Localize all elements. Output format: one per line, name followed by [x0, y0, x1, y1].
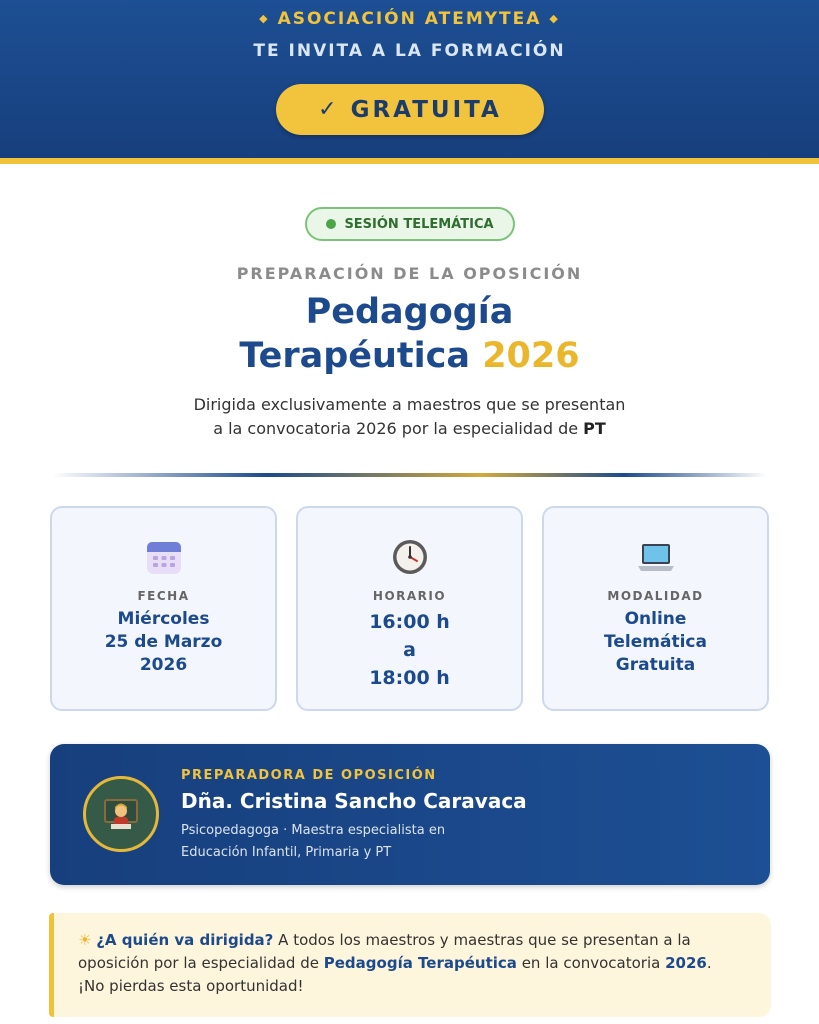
course-title-line2 — [0, 334, 819, 378]
association-name — [0, 9, 819, 29]
audience-text3: . — [706, 954, 712, 972]
date-card — [50, 506, 277, 711]
diamond-icon: ◆ — [259, 12, 270, 25]
mode-label: MODALIDAD — [607, 589, 704, 603]
avatar — [83, 776, 159, 852]
course-desc-specialty: PT — [583, 419, 606, 438]
free-badge-button[interactable] — [276, 84, 544, 135]
mode-card — [542, 506, 769, 711]
trainer-bio — [181, 820, 445, 864]
trainer-role: PREPARADORA DE OPOSICIÓN — [181, 768, 437, 783]
time-end: 18:00 h — [369, 667, 450, 689]
time-label: HORARIO — [372, 589, 447, 603]
mode-free: Gratuita — [615, 655, 696, 675]
date-day-month: 25 de Marzo — [104, 632, 223, 652]
audience-callout — [49, 913, 771, 1017]
time-value — [298, 608, 521, 692]
sun-icon: ☀ — [78, 931, 92, 949]
laptop-icon — [544, 538, 767, 578]
course-desc-line2 — [0, 417, 819, 441]
section-divider — [52, 473, 767, 477]
mode-telematic: Telemática — [604, 632, 707, 652]
course-title-line1: Pedagogía — [305, 292, 514, 332]
date-year: 2026 — [139, 655, 188, 675]
date-label: FECHA — [137, 589, 190, 603]
session-badge — [305, 207, 515, 241]
header-banner — [0, 0, 819, 158]
invite-text: TE INVITA A LA FORMACIÓN — [253, 41, 566, 61]
course-desc-line2-text: a la convocatoria 2026 por la especialidad de — [213, 419, 579, 438]
session-badge-label: SESIÓN TELEMÁTICA — [344, 216, 494, 232]
audience-text2: en la convocatoria — [521, 954, 661, 972]
trainer-name: Dña. Cristina Sancho Caravaca — [181, 789, 527, 813]
course-description — [0, 393, 819, 441]
audience-closing: ¡No pierdas esta oportunidad! — [78, 977, 304, 995]
course-prep-heading: PREPARACIÓN DE LA OPOSICIÓN — [236, 264, 583, 283]
date-value — [52, 608, 275, 677]
association-label: ASOCIACIÓN ATEMYTEA — [277, 9, 542, 29]
course-title-year: 2026 — [482, 336, 580, 376]
audience-text1: A todos los maestros y maestras que se presentan a la oposición por la especialidad de — [78, 931, 691, 972]
course-desc-line1: Dirigida exclusivamente a maestros que se presentan — [193, 395, 626, 414]
time-card — [296, 506, 523, 711]
header-divider-stripe — [0, 158, 819, 164]
audience-text — [78, 929, 758, 998]
course-title-subject: Terapéutica — [239, 336, 471, 376]
audience-specialty: Pedagogía Terapéutica — [323, 954, 517, 972]
time-separator: a — [403, 639, 416, 661]
diamond-icon: ◆ — [549, 12, 560, 25]
teacher-icon — [101, 794, 141, 834]
trainer-bio-line1: Psicopedagoga · Maestra especialista en — [181, 823, 446, 838]
audience-year: 2026 — [665, 954, 707, 972]
calendar-icon — [52, 538, 275, 578]
clock-icon — [298, 538, 521, 578]
status-dot-icon — [326, 219, 336, 229]
trainer-card — [50, 744, 770, 885]
time-start: 16:00 h — [369, 611, 450, 633]
course-title — [0, 290, 819, 378]
free-label: GRATUITA — [350, 96, 502, 123]
trainer-bio-line2: Educación Infantil, Primaria y PT — [181, 845, 392, 860]
mode-value — [544, 608, 767, 677]
check-icon: ✓ — [318, 97, 337, 122]
mode-online: Online — [624, 609, 687, 629]
date-weekday: Miércoles — [117, 609, 210, 629]
audience-question: ¿A quién va dirigida? — [96, 931, 274, 949]
